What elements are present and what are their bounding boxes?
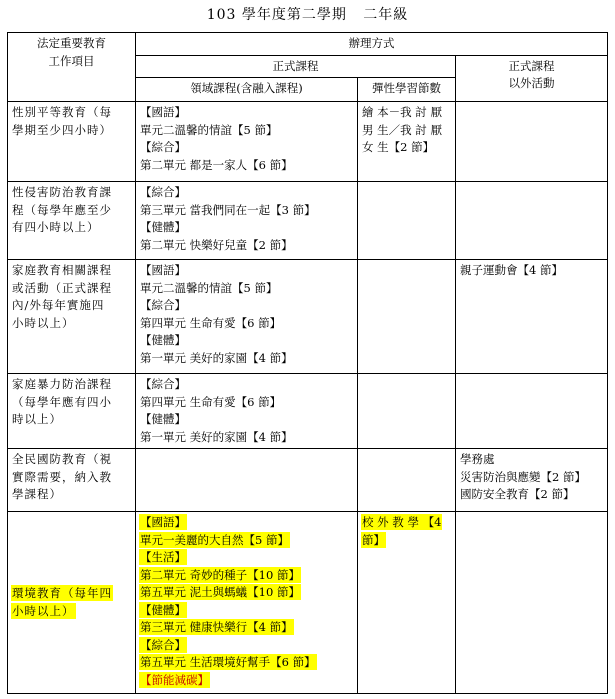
domain-line: 第三單元 當我們同在一起【3 節】 — [140, 202, 316, 217]
domain-line: 【健體】 — [140, 602, 186, 617]
extra-line: 災害防治與應變【2 節】 — [460, 469, 586, 484]
flex-line: 節】 — [362, 532, 385, 547]
extra-cell — [456, 374, 608, 449]
topic-line: 全民國防教育（視 — [12, 452, 112, 466]
domain-line: 【健體】 — [140, 220, 186, 234]
table-row — [8, 449, 608, 512]
domain-line: 第二單元 都是一家人【6 節】 — [140, 157, 293, 172]
table-row — [8, 512, 608, 694]
domain-cell — [136, 449, 358, 512]
domain-line: 【綜合】 — [140, 298, 186, 312]
extra-cell — [456, 449, 608, 512]
domain-line: 【國語】 — [140, 263, 186, 277]
topic-cell — [8, 182, 136, 260]
domain-cell — [136, 374, 358, 449]
domain-line: 第一單元 美好的家園【4 節】 — [140, 350, 293, 365]
domain-line: 【生活】 — [140, 550, 186, 564]
topic-line: 學課程） — [12, 487, 62, 501]
topic-line: 程（每學年應至少 — [12, 202, 112, 217]
table-row — [8, 102, 608, 182]
extra-line: 國防安全教育【2 節】 — [460, 487, 575, 501]
flex-line: 校 外 教 學 【4 — [362, 515, 442, 529]
flex-cell — [358, 182, 456, 260]
domain-line: 【國語】 — [140, 105, 186, 119]
topic-line: 有四小時以上） — [12, 220, 100, 234]
domain-cell — [136, 182, 358, 260]
header-topic-line2: 工作項目 — [48, 53, 95, 68]
topic-cell — [8, 449, 136, 512]
domain-line: 第三單元 健康快樂行【4 節】 — [140, 620, 293, 634]
flex-line: 男 生／我 討 厭 — [362, 122, 442, 137]
topic-line: 小時以上） — [12, 315, 75, 330]
extra-cell — [456, 102, 608, 182]
header-method: 辦理方式 — [136, 33, 608, 56]
domain-line: 【國語】 — [140, 515, 186, 529]
topic-line: 時以上） — [12, 412, 62, 426]
topic-line: 家庭暴力防治課程 — [12, 377, 112, 391]
extra-line: 學務處 — [460, 452, 495, 466]
domain-cell — [136, 260, 358, 374]
topic-line: 小時以上） — [12, 603, 75, 618]
domain-line: 【綜合】 — [140, 377, 186, 391]
flex-cell — [358, 260, 456, 374]
domain-line: 第二單元 奇妙的種子【10 節】 — [140, 567, 300, 582]
extra-cell — [456, 260, 608, 374]
extra-line: 親子運動會【4 節】 — [460, 263, 563, 277]
domain-line: 第一單元 美好的家園【4 節】 — [140, 429, 293, 444]
header-formal: 正式課程 — [136, 55, 456, 78]
header-extra — [456, 55, 608, 102]
topic-cell — [8, 260, 136, 374]
topic-line: 環境教育（每年四 — [12, 586, 112, 600]
domain-line: 單元二溫馨的情誼【5 節】 — [140, 122, 278, 137]
domain-line: 【節能減碳】 — [140, 672, 209, 687]
domain-line: 第四單元 生命有愛【6 節】 — [140, 394, 282, 409]
header-topic-line1: 法定重要教育 — [37, 36, 106, 50]
topic-line: 性別平等教育（每 — [12, 105, 112, 119]
domain-line: 第五單元 生活環境好幫手【6 節】 — [140, 655, 316, 669]
topic-line: 性侵害防治教育課 — [12, 185, 112, 199]
topic-line: 或活動（正式課程 — [12, 280, 112, 295]
header-flex: 彈性學習節數 — [358, 78, 456, 102]
topic-line: 家庭教育相關課程 — [12, 263, 112, 277]
flex-cell — [358, 449, 456, 512]
topic-cell — [8, 512, 136, 694]
topic-line: （每學年應有四小 — [12, 394, 112, 409]
page-title: 103 學年度第二學期 二年級 — [206, 7, 409, 23]
education-plan-table — [7, 32, 608, 694]
extra-cell — [456, 512, 608, 694]
table-row — [8, 374, 608, 449]
table-row — [8, 260, 608, 374]
extra-cell — [456, 182, 608, 260]
topic-cell — [8, 374, 136, 449]
flex-line: 女 生【2 節】 — [362, 140, 435, 154]
domain-line: 單元二溫馨的情誼【5 節】 — [140, 280, 278, 295]
domain-line: 【綜合】 — [140, 185, 186, 199]
flex-cell — [358, 102, 456, 182]
domain-line: 單元一美麗的大自然【5 節】 — [140, 532, 289, 547]
domain-line: 【健體】 — [140, 333, 186, 347]
topic-line: 學期至少四小時） — [12, 122, 112, 137]
domain-line: 第五單元 泥土與螞蟻【10 節】 — [140, 585, 300, 599]
header-extra-line2: 以外活動 — [508, 76, 555, 90]
flex-cell — [358, 374, 456, 449]
header-extra-line1: 正式課程 — [508, 58, 555, 73]
domain-line: 【綜合】 — [140, 637, 186, 652]
domain-cell — [136, 102, 358, 182]
header-row-1 — [8, 33, 608, 56]
domain-line: 【健體】 — [140, 412, 186, 426]
domain-line: 第二單元 快樂好兒童【2 節】 — [140, 237, 293, 252]
domain-line: 【綜合】 — [140, 140, 186, 154]
topic-cell — [8, 102, 136, 182]
topic-line: 內/外每年實施四 — [12, 298, 105, 312]
header-topic — [8, 33, 136, 102]
domain-line: 第四單元 生命有愛【6 節】 — [140, 315, 282, 330]
table-row — [8, 182, 608, 260]
header-domain: 領域課程(含融入課程) — [136, 78, 358, 102]
domain-cell — [136, 512, 358, 694]
topic-line: 實際需要，納入教 — [12, 469, 112, 484]
flex-line: 繪 本－我 討 厭 — [362, 105, 442, 119]
flex-cell — [358, 512, 456, 694]
